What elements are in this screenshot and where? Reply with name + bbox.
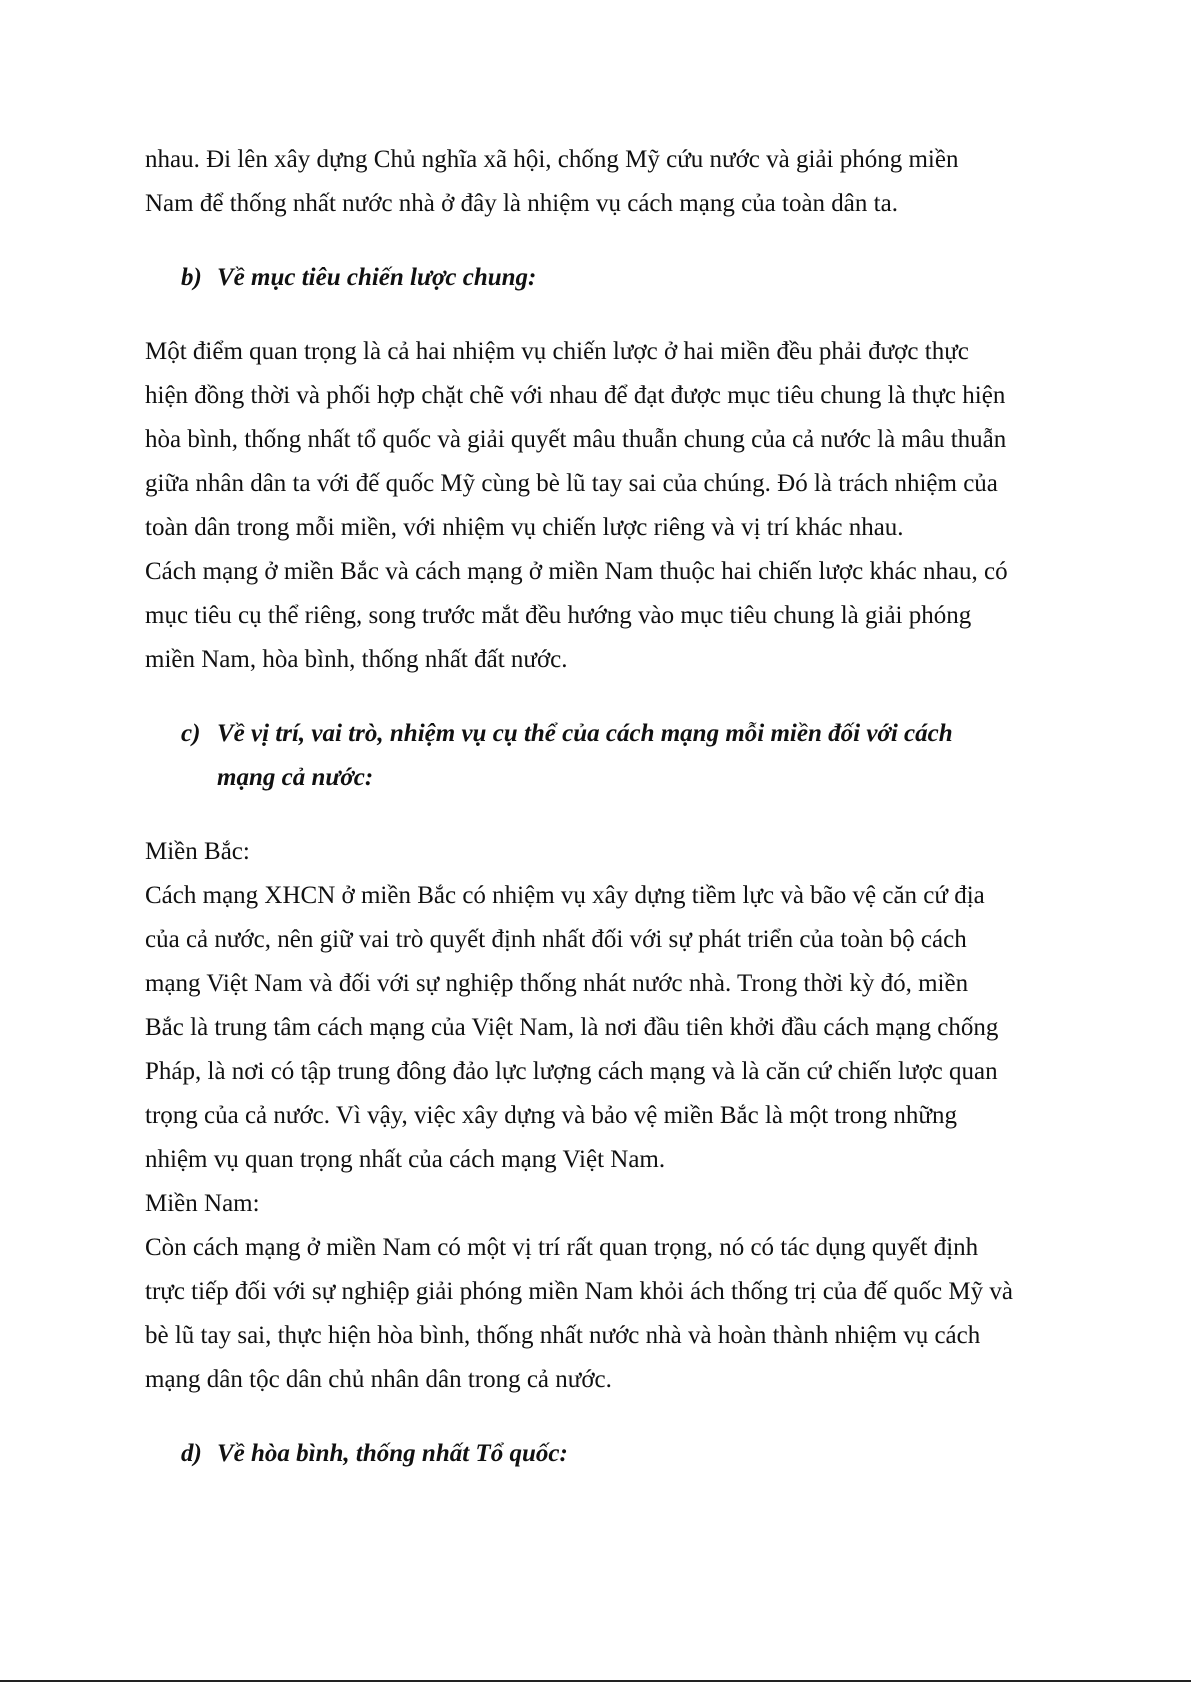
section-c-line-13: mạng dân tộc dân chủ nhân dân trong cả nước. <box>145 1366 612 1393</box>
section-d-title: Về hòa bình, thống nhất Tổ quốc: <box>217 1440 568 1467</box>
section-c-line-6: Pháp, là nơi có tập trung đông đảo lực lượng cách mạng và là căn cứ chiến lược quan <box>145 1058 998 1085</box>
section-b-line-2: hiện đồng thời và phối hợp chặt chẽ với nhau để đạt được mục tiêu chung là thực hiện <box>145 382 1006 409</box>
section-c-line-1: Miền Bắc: <box>145 838 250 865</box>
section-d-marker: d) <box>181 1440 202 1467</box>
section-c-line-7: trọng của cả nước. Vì vậy, việc xây dựng và bảo vệ miền Bắc là một trong những <box>145 1102 957 1129</box>
section-c-line-10: Còn cách mạng ở miền Nam có một vị trí rất quan trọng, nó có tác dụng quyết định <box>145 1234 979 1261</box>
section-c-line-2: Cách mạng XHCN ở miền Bắc có nhiệm vụ xây dựng tiềm lực và bão vệ căn cứ địa <box>145 882 985 909</box>
section-c-line-9: Miền Nam: <box>145 1190 260 1217</box>
section-c-line-8: nhiệm vụ quan trọng nhất của cách mạng Việt Nam. <box>145 1146 666 1173</box>
section-c-line-5: Bắc là trung tâm cách mạng của Việt Nam, là nơi đầu tiên khởi đầu cách mạng chống <box>145 1014 999 1041</box>
intro-line-2: Nam để thống nhất nước nhà ở đây là nhiệm vụ cách mạng của toàn dân ta. <box>145 190 898 217</box>
section-b-line-4: giữa nhân dân ta với đế quốc Mỹ cùng bè lũ tay sai của chúng. Đó là trách nhiệm của <box>145 470 998 497</box>
section-b-line-6: Cách mạng ở miền Bắc và cách mạng ở miền Nam thuộc hai chiến lược khác nhau, có <box>145 558 1008 585</box>
page-bottom-rule <box>0 1680 1191 1682</box>
section-c-marker: c) <box>181 720 201 747</box>
section-c-line-4: mạng Việt Nam và đối với sự nghiệp thống nhát nước nhà. Trong thời kỳ đó, miền <box>145 970 969 997</box>
section-b-line-1: Một điểm quan trọng là cả hai nhiệm vụ chiến lược ở hai miền đều phải được thực <box>145 338 969 365</box>
section-b-line-5: toàn dân trong mỗi miền, với nhiệm vụ chiến lược riêng và vị trí khác nhau. <box>145 514 904 541</box>
section-b-line-3: hòa bình, thống nhất tổ quốc và giải quyết mâu thuẫn chung của cả nước là mâu thuẫn <box>145 426 1007 453</box>
section-c-line-11: trực tiếp đối với sự nghiệp giải phóng miền Nam khỏi ách thống trị của đế quốc Mỹ và <box>145 1278 1013 1305</box>
intro-line-1: nhau. Đi lên xây dựng Chủ nghĩa xã hội, chống Mỹ cứu nước và giải phóng miền <box>145 146 959 173</box>
section-b-marker: b) <box>181 264 202 291</box>
section-c-title-line-2: mạng cả nước: <box>217 764 374 791</box>
section-b-title: Về mục tiêu chiến lược chung: <box>217 264 537 291</box>
section-b-line-7: mục tiêu cụ thể riêng, song trước mắt đều hướng vào mục tiêu chung là giải phóng <box>145 602 972 629</box>
section-c-title-line-1: Về vị trí, vai trò, nhiệm vụ cụ thể của cách mạng mỗi miền đối với cách <box>217 720 953 747</box>
section-b-line-8: miền Nam, hòa bình, thống nhất đất nước. <box>145 646 568 673</box>
section-c-line-12: bè lũ tay sai, thực hiện hòa bình, thống nhất nước nhà và hoàn thành nhiệm vụ cách <box>145 1322 981 1349</box>
section-c-line-3: của cả nước, nên giữ vai trò quyết định nhất đối với sự phát triển của toàn bộ cách <box>145 926 967 953</box>
